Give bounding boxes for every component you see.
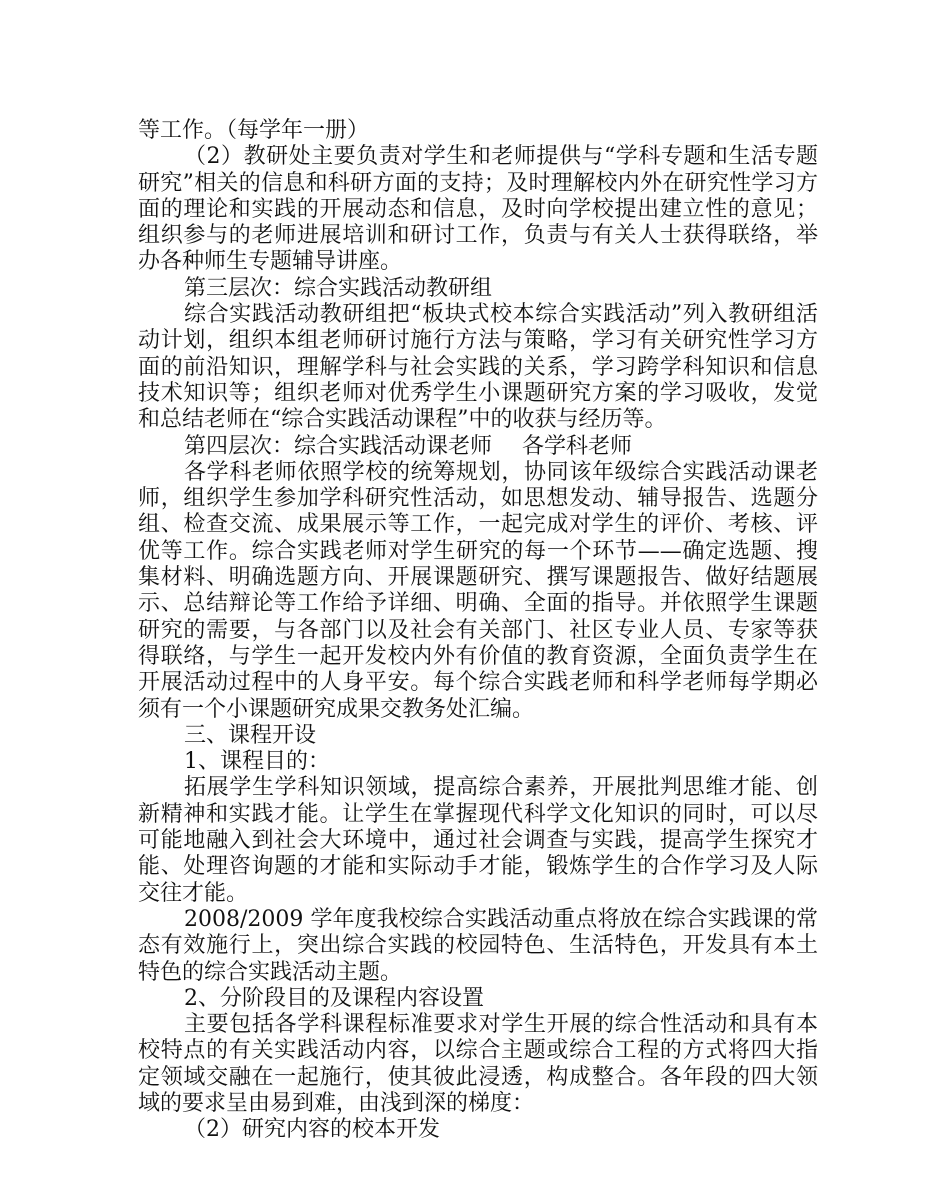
section-heading-course-setup: 三、课程开设	[184, 722, 317, 748]
heading-level-four	[138, 434, 818, 460]
paragraph-course-goal: 拓展学生学科知识领域，提高综合素养，开展批判思维才能、创新精神和实践才能。让学生在掌握现代科学文化知识的同时，可以尽可能地融入到社会大环境中，通过社会调查与实践，提高学生探究才能、处理咨询题的才能和实际动手才能，锻炼学生的合作学习及人际交往才能。	[138, 775, 818, 906]
paragraph-subject-teachers: 各学科老师依照学校的统筹规划，协同该年级综合实践活动课老师，组织学生参加学科研究性活动，如思想发动、辅导报告、选题分组、检查交流、成果展示等工作，一起完成对学生的评价、考核、评优等工作。综合实践老师对学生研究的每一个环节——确定选题、搜集材料、明确选题方向、开展课题研究、撰写课题报告、做好结题展示、总结辩论等工作给予详细、明确、全面的指导。并依照学生课题研究的需要，与各部门以及社会有关部门、社区专业人员、专家等获得联络，与学生一起开发校内外有价值的教育资源，全面负责学生在开展活动过程中的人身平安。每个综合实践老师和科学老师每学期必须有一个小课题研究成果交教务处汇编。	[138, 459, 818, 722]
paragraph-school-year-focus: 2008/2009 学年度我校综合实践活动重点将放在综合实践课的常态有效施行上，突出综合实践的校园特色、生活特色，开发具有本土特色的综合实践活动主题。	[138, 906, 818, 985]
paragraph-teaching-group: 综合实践活动教研组把“板块式校本综合实践活动”列入教研组活动计划，组织本组老师研讨施行方法与策略，学习有关研究性学习方面的前沿知识，理解学科与社会实践的关系，学习跨学科知识和信息技术知识等；组织老师对优秀学生小课题研究方案的学习吸收，发觉和总结老师在“综合实践活动课程”中的收获与经历等。	[138, 302, 818, 433]
paragraph-stage-content: 主要包括各学科课程标准要求对学生开展的综合性活动和具有本校特点的有关实践活动内容，以综合主题或综合工程的方式将四大指定领域交融在一起施行，使其彼此浸透，构成整合。各年段的四大领域的要求呈由易到难，由浅到深的梯度：	[138, 1012, 818, 1116]
paragraph-research-office: （2）教研处主要负责对学生和老师提供与“学科专题和生活专题研究”相关的信息和科研方面的支持；及时理解校内外在研究性学习方面的理论和实践的开展动态和信息，及时向学校提出建立性的意见；组织参与的老师进展培训和研讨工作，负责与有关人士获得联络，举办各种师生专题辅导讲座。	[138, 144, 818, 275]
heading-level-four-right: 各学科老师	[522, 433, 633, 459]
subheading-school-based-development: （2）研究内容的校本开发	[184, 1117, 440, 1143]
heading-level-four-left: 第四层次：综合实践活动课老师	[184, 433, 493, 459]
subheading-stage-goals: 2、分阶段目的及课程内容设置	[184, 985, 484, 1011]
paragraph-continuation: 等工作。（每学年一册）	[138, 118, 370, 143]
document-page	[138, 118, 818, 1144]
heading-level-three: 第三层次：综合实践活动教研组	[184, 275, 493, 301]
subheading-course-goal: 1、课程目的：	[184, 749, 330, 775]
